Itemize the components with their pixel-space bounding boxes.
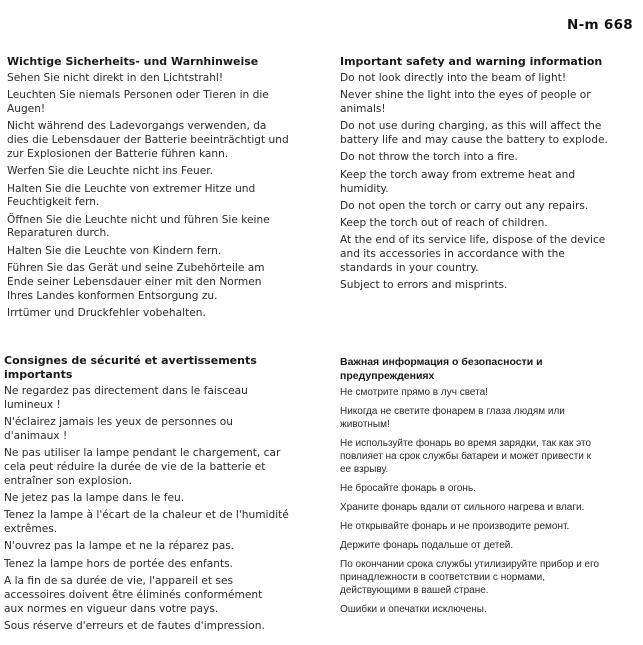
safety-item: Tenez la lampe à l'écart de la chaleur et de l'humidité extrêmes. xyxy=(4,509,289,536)
safety-item: Keep the torch out of reach of children. xyxy=(340,217,548,230)
safety-item: A la fin de sa durée de vie, l'appareil et ses accessoires doivent être éliminés conformément aux normes en vigueur dans votre pays. xyxy=(4,575,263,615)
safety-item: Subject to errors and misprints. xyxy=(340,279,508,292)
model-number: N-m 668 xyxy=(567,17,633,33)
safety-item: Halten Sie die Leuchte von extremer Hitze und Feuchtigkeit fern. xyxy=(7,182,256,209)
safety-item: Ошибки и опечатки исключены. xyxy=(340,604,487,615)
safety-item: N'ouvrez pas la lampe et ne la réparez pas. xyxy=(4,540,235,553)
safety-item: Halten Sie die Leuchte von Kindern fern. xyxy=(7,244,222,257)
safety-item: Tenez la lampe hors de portée des enfants. xyxy=(4,557,234,570)
safety-item: Do not open the torch or carry out any repairs. xyxy=(340,199,589,212)
section-title: Consignes de sécurité et avertissements importants xyxy=(4,354,257,381)
safety-item: По окончании срока службы утилизируйте прибор и его принадлежности в соответствии с нормами, действующими в вашей стране. xyxy=(340,559,600,596)
section-french xyxy=(4,354,319,637)
safety-item: Ne jetez pas la lampe dans le feu. xyxy=(4,492,185,505)
safety-item: Держите фонарь подальше от детей. xyxy=(340,540,514,551)
safety-item: Никогда не светите фонарем в глаза людям или животным! xyxy=(340,406,565,430)
safety-item: Do not throw the torch into a fire. xyxy=(340,151,518,164)
section-title: Important safety and warning information xyxy=(340,55,603,68)
safety-item: Werfen Sie die Leuchte nicht ins Feuer. xyxy=(7,165,213,178)
safety-item: Führen Sie das Gerät und seine Zubehörteile am Ende seiner Lebensdauer einer mit den Normen Ihres Landes konformen Entsorgung zu. xyxy=(7,262,265,302)
section-german xyxy=(7,55,317,324)
safety-item: N'éclairez jamais les yeux de personnes ou d'animaux ! xyxy=(4,416,233,442)
safety-item: Ne pas utiliser la lampe pendant le chargement, car cela peut réduire la durée de vie de la batterie et entraîner son explosion. xyxy=(4,447,281,487)
safety-item: Sous réserve d'erreurs et de fautes d'impression. xyxy=(4,619,265,632)
safety-item: Не смотрите прямо в луч света! xyxy=(340,387,488,398)
safety-item: Do not look directly into the beam of light! xyxy=(340,72,567,84)
safety-item: At the end of its service life, dispose of the device and its accessories in accordance with the standards in your country. xyxy=(340,234,606,275)
section-english xyxy=(340,55,640,297)
safety-item: Nicht während des Ladevorgangs verwenden, da dies die Lebensdauer der Batterie beeinträchtigt und zur Explosionen der Batterie führen kann. xyxy=(7,120,289,160)
safety-item: Не используйте фонарь во время зарядки, так как это повлияет на срок службы батареи и может привести к ее взрыву. xyxy=(340,438,592,475)
safety-item: Irrtümer und Druckfehler vobehalten. xyxy=(7,306,206,319)
safety-item: Never shine the light into the eyes of people or animals! xyxy=(340,89,591,116)
safety-item: Sehen Sie nicht direkt in den Lichtstrahl! xyxy=(7,72,224,84)
section-russian xyxy=(340,355,640,622)
section-title: Важная информация о безопасности и предупреждениях xyxy=(340,356,543,382)
safety-item: Keep the torch away from extreme heat and humidity. xyxy=(340,168,576,195)
safety-item: Öffnen Sie die Leuchte nicht und führen Sie keine Reparaturen durch. xyxy=(7,213,270,240)
safety-item: Не открывайте фонарь и не производите ремонт. xyxy=(340,521,570,532)
safety-item: Ne regardez pas directement dans le faisceau lumineux ! xyxy=(4,385,248,411)
safety-item: Leuchten Sie niemals Personen oder Tieren in die Augen! xyxy=(7,89,269,116)
safety-item: Do not use during charging, as this will affect the battery life and may cause the battery to explode. xyxy=(340,120,608,147)
section-title: Wichtige Sicherheits- und Warnhinweise xyxy=(7,55,259,68)
safety-item: Храните фонарь вдали от сильного нагрева и влаги. xyxy=(340,502,585,513)
safety-item: Не бросайте фонарь в огонь. xyxy=(340,483,476,494)
